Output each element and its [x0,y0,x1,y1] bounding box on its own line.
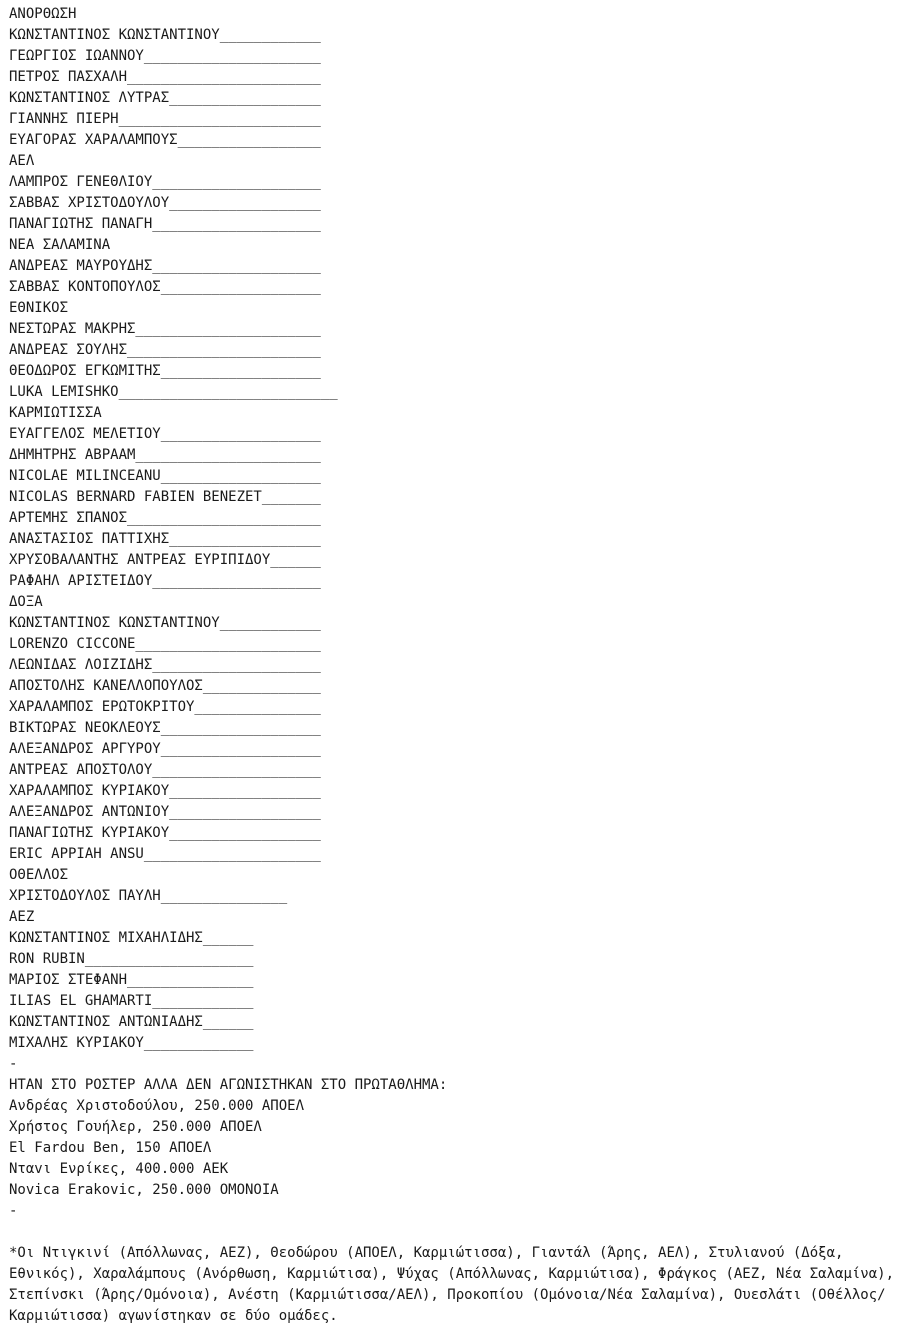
text-line: ΚΩΝΣΤΑΝΤΙΝΟΣ ΑΝΤΩΝΙΑΔΗΣ______ [9,1014,254,1030]
text-line: ΣΑΒΒΑΣ ΧΡΙΣΤΟΔΟΥΛΟΥ__________________ [9,195,321,211]
text-line: Νταvι Ενρίκες, 400.000 ΑΕΚ [9,1161,229,1177]
text-line: ΠΑΝΑΓΙΩΤΗΣ ΠΑΝΑΓΗ____________________ [9,216,321,232]
document-body [9,4,897,1327]
text-line: ΧΑΡΑΛΑΜΠΟΣ ΕΡΩΤΟΚΡΙΤΟΥ_______________ [9,699,321,715]
text-line: El Fardou Ben, 150 ΑΠΟΕΛ [9,1140,212,1156]
text-line: ΑΝΔΡΕΑΣ ΜΑΥΡΟΥΔΗΣ____________________ [9,258,321,274]
text-line: ΑΝΟΡΘΩΣΗ [9,6,77,22]
text-line: ΟΘΕΛΛΟΣ [9,867,69,883]
text-line: ΧΡΙΣΤΟΔΟΥΛΟΣ ΠΑΥΛΗ_______________ [9,888,288,904]
document-lines [9,4,897,1222]
text-line: ΡΑΦΑΗΛ ΑΡΙΣΤΕΙΔΟΥ____________________ [9,573,321,589]
text-line: ΠΑΝΑΓΙΩΤΗΣ ΚΥΡΙΑΚΟΥ__________________ [9,825,321,841]
text-line: ΒΙΚΤΩΡΑΣ ΝΕΟΚΛΕΟΥΣ___________________ [9,720,321,736]
text-line: ΔΟΞΑ [9,594,43,610]
text-line: NICOLAS BERNARD FABIEN BENEZET_______ [9,489,321,505]
text-line: ΝΕΣΤΩΡΑΣ ΜΑΚΡΗΣ______________________ [9,321,321,337]
text-line: ΑΕΛ [9,153,35,169]
text-line: Ανδρέας Χριστοδούλου, 250.000 ΑΠΟΕΛ [9,1098,305,1114]
text-line: ΑΛΕΞΑΝΔΡΟΣ ΑΝΤΩΝΙΟΥ__________________ [9,804,321,820]
text-line: ΕΘΝΙΚΟΣ [9,300,69,316]
text-line: ΑΕΖ [9,909,35,925]
text-line: ΛΕΩΝΙΔΑΣ ΛΟΙΖΙΔΗΣ____________________ [9,657,321,673]
text-line: ΣΑΒΒΑΣ ΚΟΝΤΟΠΟΥΛΟΣ___________________ [9,279,321,295]
text-line: ΑΝΔΡΕΑΣ ΣΟΥΛΗΣ_______________________ [9,342,321,358]
text-line: - [9,1056,18,1072]
text-line: NICOLAE MILINCEANU___________________ [9,468,321,484]
text-line: ΓΕΩΡΓΙΟΣ ΙΩΑΝΝΟΥ_____________________ [9,48,321,64]
text-line: ILIAS EL GHAMARTI____________ [9,993,254,1009]
text-line: ΑΝΑΣΤΑΣΙΟΣ ΠΑΤΤΙΧΗΣ__________________ [9,531,321,547]
text-line: ΕΥΑΓΓΕΛΟΣ ΜΕΛΕΤΙΟΥ___________________ [9,426,321,442]
text-line: ΜΙΧΑΛΗΣ ΚΥΡΙΑΚΟΥ_____________ [9,1035,254,1051]
text-line: ΧΑΡΑΛΑΜΠΟΣ ΚΥΡΙΑΚΟΥ__________________ [9,783,321,799]
text-line: Χρήστος Γουήλερ, 250.000 ΑΠΟΕΛ [9,1119,262,1135]
text-line: ΑΡΤΕΜΗΣ ΣΠΑΝΟΣ_______________________ [9,510,321,526]
text-line: ΘΕΟΔΩΡΟΣ ΕΓΚΩΜΙΤΗΣ___________________ [9,363,321,379]
text-line: Novica Erakovic, 250.000 ΟΜΟΝΟΙΑ [9,1182,279,1198]
text-line: ΜΑΡΙΟΣ ΣΤΕΦΑΝΗ_______________ [9,972,254,988]
text-line: ΚΩΝΣΤΑΝΤΙΝΟΣ ΜΙΧΑΗΛΙΔΗΣ______ [9,930,254,946]
text-line: - [9,1203,18,1219]
text-line: ΝΕΑ ΣΑΛΑΜΙΝΑ [9,237,111,253]
text-line: RON RUBIN____________________ [9,951,254,967]
text-line: ΠΕΤΡΟΣ ΠΑΣΧΑΛΗ_______________________ [9,69,321,85]
text-line: ΓΙΑΝΝΗΣ ΠΙΕΡΗ________________________ [9,111,321,127]
text-line: ΚΩΝΣΤΑΝΤΙΝΟΣ ΚΩΝΣΤΑΝΤΙΝΟΥ____________ [9,27,321,43]
text-line: ΑΛΕΞΑΝΔΡΟΣ ΑΡΓΥΡΟΥ___________________ [9,741,321,757]
text-line: LUKA LEMISHKO__________________________ [9,384,338,400]
text-line: ΗΤΑΝ ΣΤΟ ΡΟΣΤΕΡ ΑΛΛΑ ΔΕΝ ΑΓΩΝΙΣΤΗΚΑΝ ΣΤΟ ΠΡΩΤΑΘΛΗΜΑ: [9,1077,448,1093]
text-line: ΚΑΡΜΙΩΤΙΣΣΑ [9,405,102,421]
text-line: ΚΩΝΣΤΑΝΤΙΝΟΣ ΚΩΝΣΤΑΝΤΙΝΟΥ____________ [9,615,321,631]
text-line: ERIC APPIAH ANSU_____________________ [9,846,321,862]
text-line: LORENZO CICCONE______________________ [9,636,321,652]
text-line: ΛΑΜΠΡΟΣ ΓΕΝΕΘΛΙΟΥ____________________ [9,174,321,190]
footnote: *Οι Ντιγκινί (Απόλλωνας, ΑΕΖ), Θεοδώρου (ΑΠΟΕΛ, Καρμιώτισσα), Γιαντάλ (Άρης, ΑΕΛ), Στυλιανού (Δόξα, Εθνικός), Χαραλάμπους (Ανόρθωση, Καρμιώτισα), Ψύχας (Απόλλωνας, Καρμιώτισα), Φράγκος (ΑΕΖ, Νέα Σαλαμίνα), Στεπίνσκι (Άρης/Ομόνοια), Ανέστη (Καρμιώτισσα/ΑΕΛ), Προκοπίου (Ομόνοια/Νέα Σαλαμίνα), Ουεσλάτι (Οθέλλος/Καρμιώτισσα) αγωνίστηκαν σε δύο ομάδες. [9,1245,895,1324]
text-line: ΑΠΟΣΤΟΛΗΣ ΚΑΝΕΛΛΟΠΟΥΛΟΣ______________ [9,678,321,694]
text-line: ΧΡΥΣΟΒΑΛΑΝΤΗΣ ΑΝΤΡΕΑΣ ΕΥΡΙΠΙΔΟΥ______ [9,552,321,568]
text-line: ΕΥΑΓΟΡΑΣ ΧΑΡΑΛΑΜΠΟΥΣ_________________ [9,132,321,148]
text-line: ΔΗΜΗΤΡΗΣ ΑΒΡΑΑΜ______________________ [9,447,321,463]
text-line: ΑΝΤΡΕΑΣ ΑΠΟΣΤΟΛΟΥ____________________ [9,762,321,778]
spacer [9,1222,897,1243]
text-line: ΚΩΝΣΤΑΝΤΙΝΟΣ ΛΥΤΡΑΣ__________________ [9,90,321,106]
